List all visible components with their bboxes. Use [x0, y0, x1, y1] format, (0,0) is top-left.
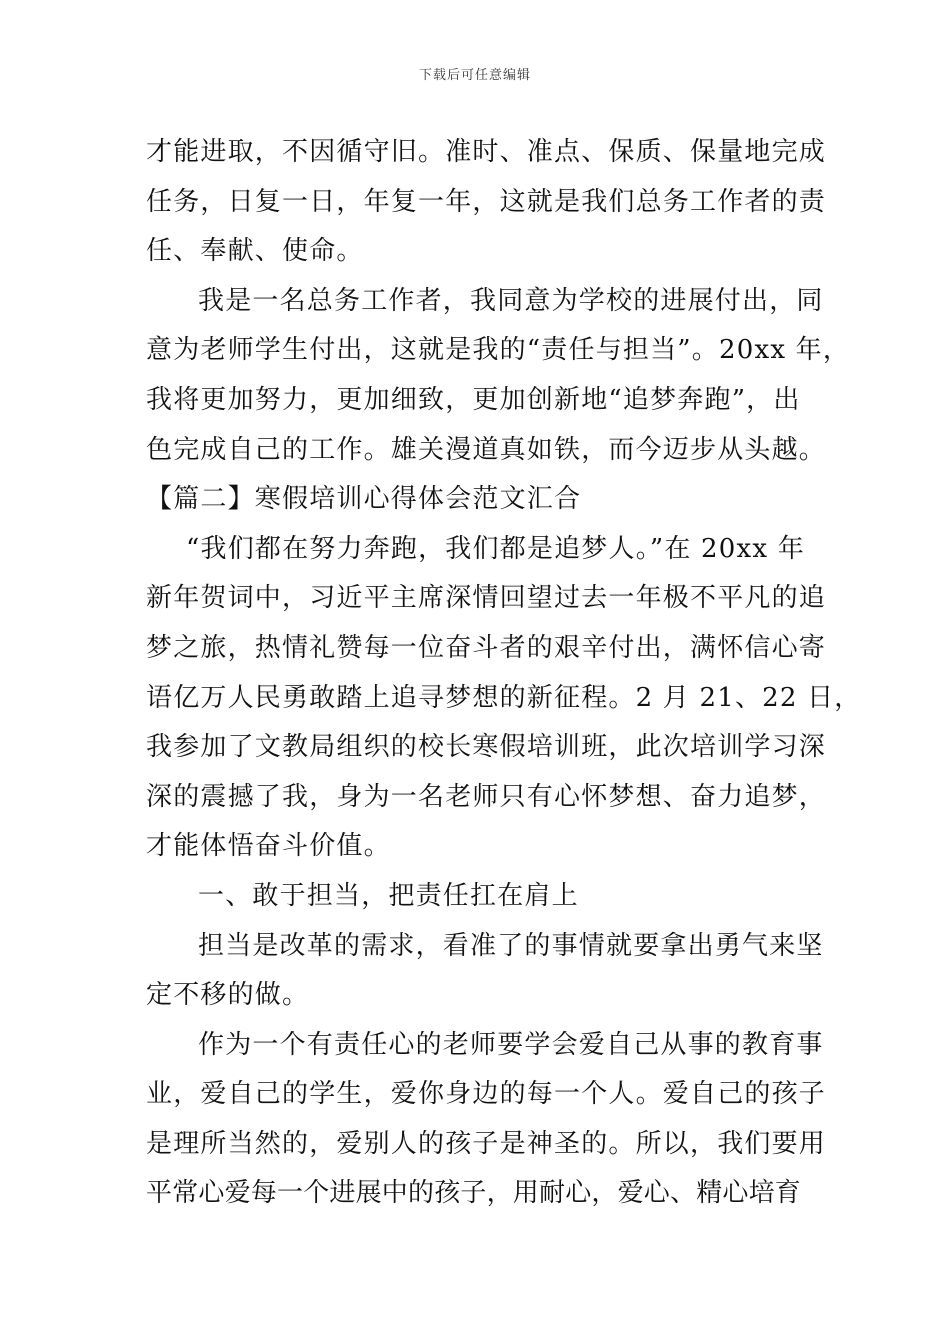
- body-line: 我参加了文教局组织的校长寒假培训班，此次培训学习深: [146, 732, 827, 763]
- body-line: “我们都在努力奔跑，我们都是追梦人。”在 20xx 年: [186, 533, 805, 564]
- body-line: 我将更加努力，更加细致，更加创新地“追梦奔跑”，出: [146, 384, 801, 415]
- body-line: 我是一名总务工作者，我同意为学校的进展付出，同: [198, 285, 824, 316]
- section-heading: 【篇二】寒假培训心得体会范文汇合: [146, 484, 582, 515]
- body-line: 才能进取，不因循守旧。准时、准点、保质、保量地完成: [146, 137, 827, 167]
- body-line: 担当是改革的需求，看准了的事情就要拿出勇气来坚: [198, 930, 824, 961]
- body-line: 意为老师学生付出，这就是我的“责任与担当”。20xx 年，: [146, 335, 851, 366]
- body-line: 定不移的做。: [146, 980, 310, 1011]
- body-line: 色完成自己的工作。雄关漫道真如铁，而今迈步从头越。: [146, 434, 827, 465]
- body-line: 是理所当然的，爱别人的孩子是神圣的。所以，我们要用: [146, 1128, 827, 1159]
- body-line: 业，爱自己的学生，爱你身边的每一个人。爱自己的孩子: [146, 1079, 827, 1110]
- body-line: 平常心爱每一个进展中的孩子，用耐心，爱心、精心培育: [146, 1178, 802, 1209]
- page-header: 下载后可任意编辑: [418, 68, 531, 83]
- document-body: [146, 128, 862, 1219]
- body-line: 梦之旅，热情礼赞每一位奋斗者的艰辛付出，满怀信心寄: [146, 632, 827, 663]
- body-line: 语亿万人民勇敢踏上追寻梦想的新征程。2 月 21、22 日，: [146, 682, 862, 713]
- body-line: 才能体悟奋斗价值。: [146, 831, 391, 862]
- body-line: 深的震撼了我，身为一名老师只有心怀梦想、奋力追梦，: [146, 781, 827, 812]
- body-line: 作为一个有责任心的老师要学会爱自己从事的教育事: [198, 1029, 824, 1060]
- body-line: 新年贺词中，习近平主席深情回望过去一年极不平凡的追: [146, 583, 827, 614]
- body-line: 任、奉献、使命。: [146, 236, 364, 267]
- subsection-heading: 一、敢于担当，把责任扛在肩上: [198, 880, 579, 911]
- body-line: 任务，日复一日，年复一年，这就是我们总务工作者的责: [146, 186, 827, 217]
